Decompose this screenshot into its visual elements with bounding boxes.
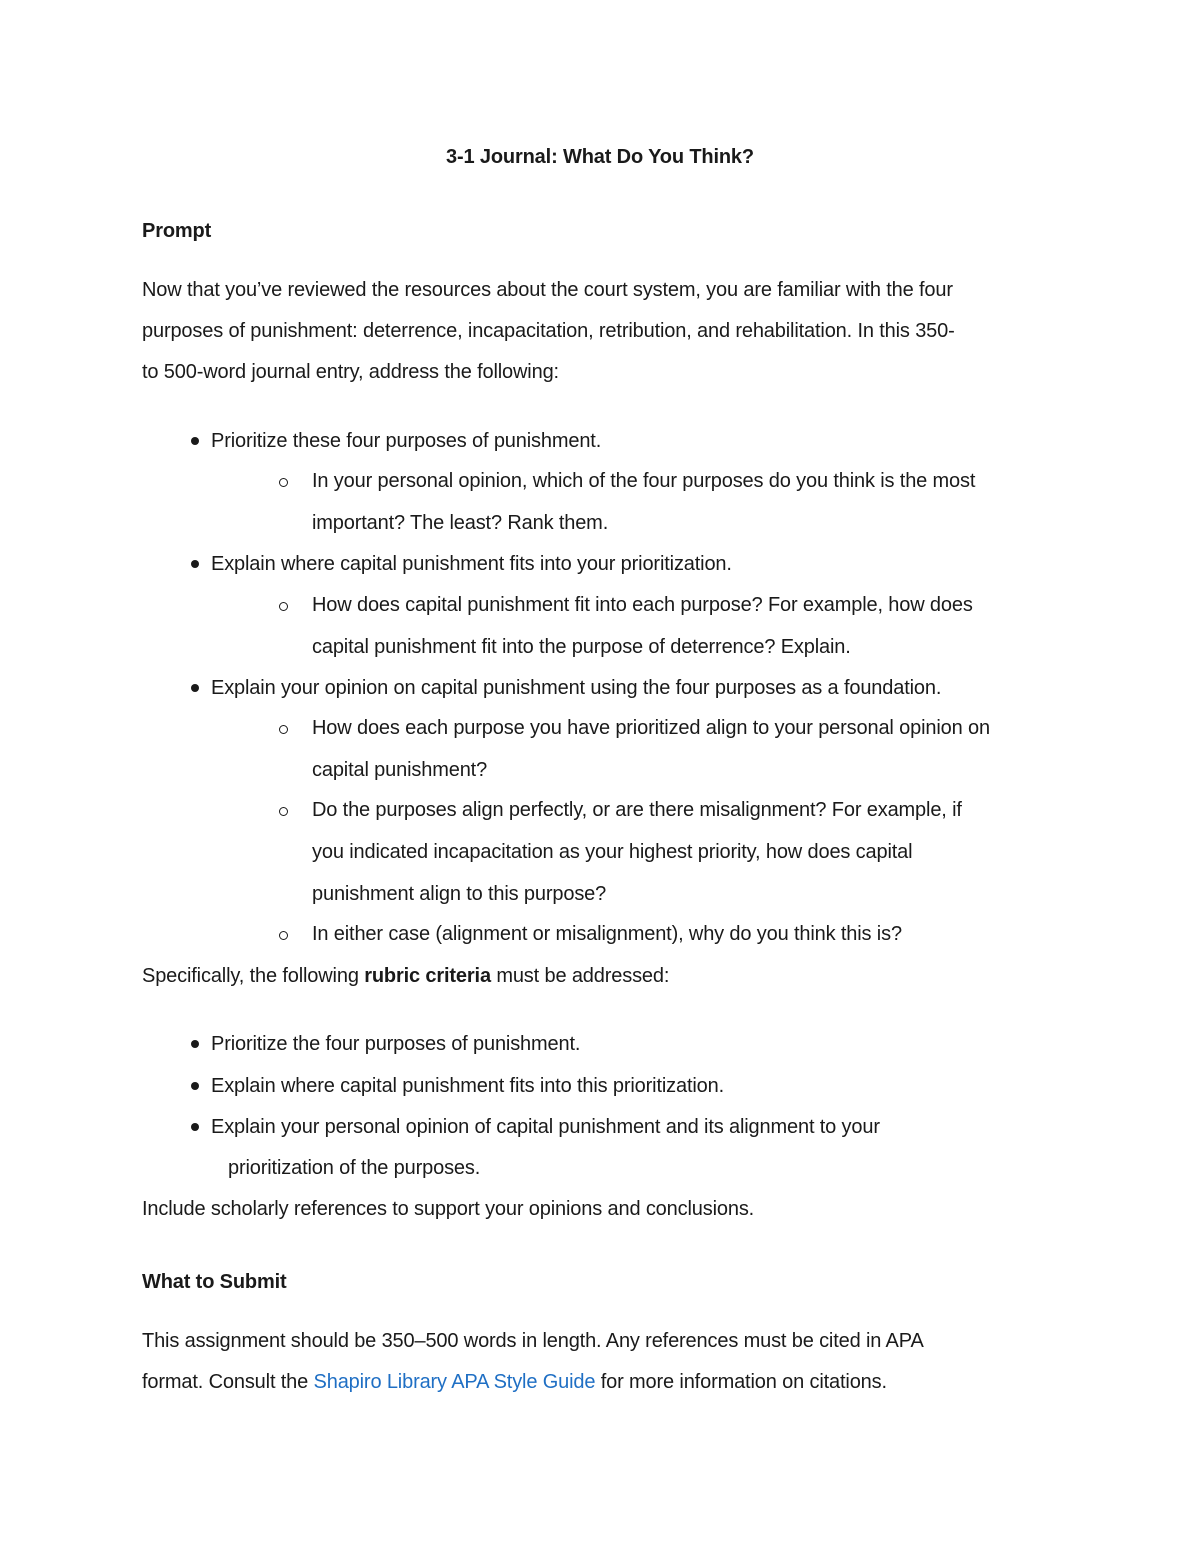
sub-item-line: How does each purpose you have prioritized align to your personal opinion on bbox=[312, 717, 990, 739]
circle-bullet-icon bbox=[279, 807, 288, 816]
what-to-submit-heading: What to Submit bbox=[142, 1271, 287, 1293]
circle-bullet-icon bbox=[279, 602, 288, 611]
rubric-intro-text: must be addressed: bbox=[490, 965, 670, 987]
bullet-icon bbox=[191, 1040, 199, 1048]
rubric-item: Explain your personal opinion of capital punishment and its alignment to your bbox=[211, 1116, 880, 1138]
sub-item-line: Do the purposes align perfectly, or are there misalignment? For example, if bbox=[312, 799, 962, 821]
circle-bullet-icon bbox=[279, 478, 288, 487]
rubric-item-continuation: prioritization of the purposes. bbox=[228, 1157, 481, 1179]
sub-item-line: How does capital punishment fit into each purpose? For example, how does bbox=[312, 594, 973, 616]
bullet-text: Prioritize these four purposes of punishment. bbox=[211, 430, 602, 452]
sub-item-line: capital punishment? bbox=[312, 759, 488, 781]
intro-line-1: Now that you’ve reviewed the resources about the court system, you are familiar with the four bbox=[142, 279, 953, 301]
bullet-icon bbox=[191, 437, 199, 445]
rubric-criteria-emphasis: rubric criteria bbox=[364, 965, 491, 987]
circle-bullet-icon bbox=[279, 931, 288, 940]
bullet-text: Explain your opinion on capital punishment using the four purposes as a foundation. bbox=[211, 677, 942, 699]
sub-item-line: important? The least? Rank them. bbox=[312, 512, 609, 534]
closing-sentence: Include scholarly references to support your opinions and conclusions. bbox=[142, 1198, 755, 1220]
intro-line-3: to 500-word journal entry, address the following: bbox=[142, 361, 559, 383]
bullet-icon bbox=[191, 684, 199, 692]
submit-line-1: This assignment should be 350–500 words in length. Any references must be cited in APA bbox=[142, 1330, 924, 1352]
bullet-text: Explain where capital punishment fits into your prioritization. bbox=[211, 553, 732, 575]
sub-item-line: capital punishment fit into the purpose of deterrence? Explain. bbox=[312, 636, 851, 658]
apa-style-guide-link[interactable]: Shapiro Library APA Style Guide bbox=[313, 1371, 596, 1393]
rubric-item: Prioritize the four purposes of punishment. bbox=[211, 1033, 581, 1055]
bullet-icon bbox=[191, 1082, 199, 1090]
submit-line-2 bbox=[142, 1368, 887, 1396]
submit-text: for more information on citations. bbox=[595, 1371, 887, 1393]
bullet-icon bbox=[191, 1123, 199, 1131]
rubric-intro bbox=[142, 962, 669, 990]
sub-item-line: you indicated incapacitation as your highest priority, how does capital bbox=[312, 841, 913, 863]
intro-line-2: purposes of punishment: deterrence, incapacitation, retribution, and rehabilitation. In this 350- bbox=[142, 320, 955, 342]
document-title: 3-1 Journal: What Do You Think? bbox=[446, 146, 754, 168]
sub-item-line: punishment align to this purpose? bbox=[312, 883, 607, 905]
submit-text: format. Consult the bbox=[142, 1371, 314, 1393]
prompt-heading: Prompt bbox=[142, 220, 212, 242]
sub-item-line: In your personal opinion, which of the four purposes do you think is the most bbox=[312, 470, 976, 492]
rubric-item: Explain where capital punishment fits into this prioritization. bbox=[211, 1075, 725, 1097]
circle-bullet-icon bbox=[279, 725, 288, 734]
sub-item-line: In either case (alignment or misalignment), why do you think this is? bbox=[312, 923, 902, 945]
rubric-intro-text: Specifically, the following bbox=[142, 965, 365, 987]
bullet-icon bbox=[191, 560, 199, 568]
